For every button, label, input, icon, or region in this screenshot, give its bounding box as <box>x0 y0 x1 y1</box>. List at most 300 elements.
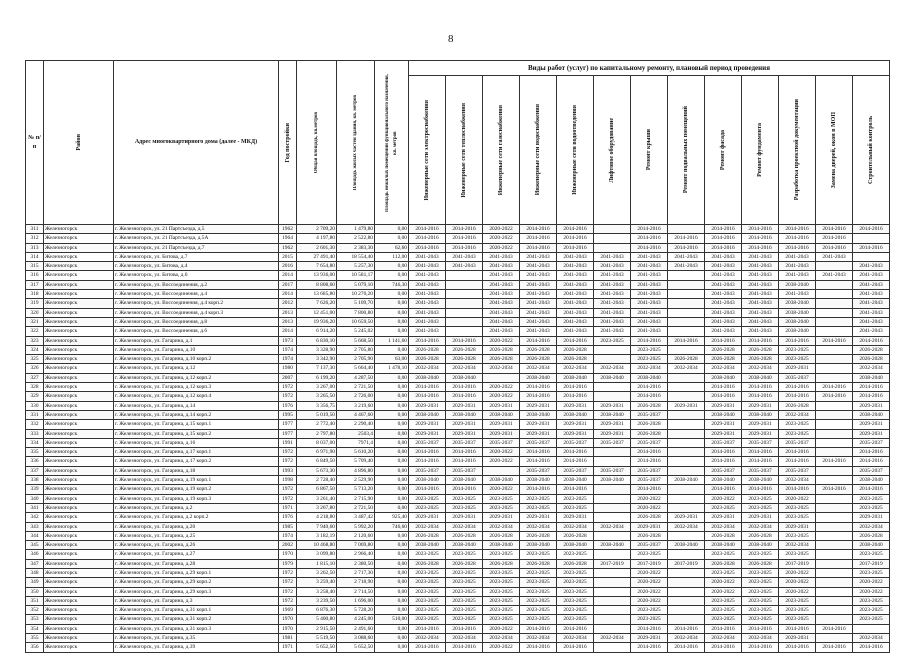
cell-district: Железногорск <box>44 299 114 308</box>
cell-year: 1993 <box>279 466 297 475</box>
cell-work-period: 2014-2016 <box>446 234 483 243</box>
cell-work-period <box>668 485 705 494</box>
cell-work-period <box>668 587 705 596</box>
cell-district: Железногорск <box>44 280 114 289</box>
cell-address: г. Железногорск, ул. 21 Партсъезда, д.5А <box>114 234 279 243</box>
cell-work-period: 2020-2022 <box>483 485 520 494</box>
cell-total-area: 3 262,50 <box>297 568 337 577</box>
cell-district: Железногорск <box>44 392 114 401</box>
cell-work-period: 2023-2025 <box>742 596 779 605</box>
cell-work-period: 2023-2025 <box>409 503 446 512</box>
cell-district: Железногорск <box>44 624 114 633</box>
cell-work-period: 2032-2034 <box>779 476 816 485</box>
cell-living-area: 4 896,80 <box>337 466 375 475</box>
cell-work-period: 2014-2016 <box>446 485 483 494</box>
cell-work-period: 2026-2028 <box>520 531 557 540</box>
cell-work-period: 2014-2016 <box>705 457 742 466</box>
cell-work-period: 2026-2028 <box>742 355 779 364</box>
cell-work-period: 2038-2040 <box>631 373 668 382</box>
cell-district: Железногорск <box>44 531 114 540</box>
cell-work-period: 2017-2019 <box>594 559 631 568</box>
cell-work-period: 2023-2025 <box>779 503 816 512</box>
cell-work-period: 2029-2031 <box>409 513 446 522</box>
cell-year: 1972 <box>279 596 297 605</box>
cell-work-period: 2023-2025 <box>409 550 446 559</box>
cell-work-period <box>594 392 631 401</box>
cell-work-period: 2014-2016 <box>409 243 446 252</box>
cell-nonliving-area: 0,00 <box>375 373 409 382</box>
table-row <box>26 466 890 475</box>
header-works-group: Виды работ (услуг) по капитальному ремонту, плановый период проведения <box>409 61 890 76</box>
cell-work-period: 2032-2034 <box>483 522 520 531</box>
cell-work-period: 2041-2043 <box>409 252 446 261</box>
cell-district: Железногорск <box>44 336 114 345</box>
table-row <box>26 531 890 540</box>
cell-work-period: 2038-2040 <box>853 541 890 550</box>
cell-district: Железногорск <box>44 457 114 466</box>
table-row <box>26 308 890 317</box>
cell-work-period: 2023-2025 <box>520 503 557 512</box>
cell-work-period: 2038-2040 <box>742 476 779 485</box>
cell-work-period <box>668 308 705 317</box>
cell-address: г. Железногорск, ул. Гагарина, д.2 корп.2 <box>114 513 279 522</box>
cell-work-period: 2041-2043 <box>705 271 742 280</box>
header-address: Адрес многоквартирного дома (далее - МКД) <box>114 61 279 225</box>
table-row <box>26 317 890 326</box>
page-number: 8 <box>448 33 454 45</box>
cell-living-area: 4 287,50 <box>337 373 375 382</box>
cell-work-period: 2029-2031 <box>409 420 446 429</box>
cell-work-period: 2023-2025 <box>520 568 557 577</box>
cell-district: Железногорск <box>44 596 114 605</box>
cell-work-period: 2038-2040 <box>594 541 631 550</box>
cell-row-num: 341 <box>26 503 44 512</box>
cell-work-period <box>816 494 853 503</box>
cell-living-area: 5 713,20 <box>337 485 375 494</box>
cell-work-period: 2029-2031 <box>631 522 668 531</box>
cell-work-period: 2041-2043 <box>853 262 890 271</box>
cell-district: Железногорск <box>44 587 114 596</box>
cell-nonliving-area: 0,00 <box>375 634 409 643</box>
header-nonliving-area-label: Площадь нежилых помещений функционального назначения, кв. метров <box>384 73 398 212</box>
cell-work-period: 2017-2019 <box>631 559 668 568</box>
cell-work-period: 2032-2034 <box>594 364 631 373</box>
cell-work-period: 2038-2040 <box>557 476 594 485</box>
cell-work-period: 2014-2016 <box>668 624 705 633</box>
cell-work-period: 2029-2031 <box>594 429 631 438</box>
cell-work-period: 2023-2025 <box>557 587 594 596</box>
cell-work-period: 2014-2016 <box>520 234 557 243</box>
cell-work-period: 2014-2016 <box>742 448 779 457</box>
cell-work-period: 2041-2043 <box>483 290 520 299</box>
cell-work-period <box>668 550 705 559</box>
header-year-label: Год постройки <box>284 122 291 163</box>
cell-work-period: 2038-2040 <box>705 410 742 419</box>
cell-work-period: 2014-2016 <box>557 243 594 252</box>
cell-work-period: 2023-2025 <box>594 336 631 345</box>
cell-work-period: 2041-2043 <box>520 280 557 289</box>
cell-nonliving-area: 63,00 <box>375 355 409 364</box>
cell-work-period: 2026-2028 <box>520 345 557 354</box>
cell-nonliving-area: 0,00 <box>375 420 409 429</box>
cell-address: г. Железногорск, ул. Битова, д.6 <box>114 271 279 280</box>
cell-work-period: 2041-2043 <box>631 271 668 280</box>
cell-work-period: 2026-2028 <box>705 559 742 568</box>
cell-work-period: 2029-2031 <box>668 401 705 410</box>
cell-district: Железногорск <box>44 225 114 234</box>
table-row <box>26 290 890 299</box>
cell-work-period: 2023-2025 <box>705 503 742 512</box>
cell-work-period <box>816 531 853 540</box>
cell-work-period: 2041-2043 <box>594 290 631 299</box>
header-work-label: Инженерные сети теплоснабжения <box>461 102 467 198</box>
cell-work-period: 2035-2037 <box>483 438 520 447</box>
cell-work-period: 2041-2043 <box>705 252 742 261</box>
cell-work-period <box>816 448 853 457</box>
cell-work-period: 2026-2028 <box>409 559 446 568</box>
cell-address: г. Железногорск, ул. Гагарина, д.29 корп.3 <box>114 587 279 596</box>
cell-work-period: 2041-2043 <box>409 299 446 308</box>
cell-row-num: 319 <box>26 299 44 308</box>
cell-work-period: 2032-2034 <box>594 634 631 643</box>
cell-work-period: 2026-2028 <box>483 345 520 354</box>
cell-nonliving-area: 0,00 <box>375 290 409 299</box>
cell-nonliving-area: 1 478,10 <box>375 364 409 373</box>
cell-work-period <box>816 578 853 587</box>
cell-year: 1972 <box>279 587 297 596</box>
cell-work-period <box>816 550 853 559</box>
cell-work-period: 2032-2034 <box>594 522 631 531</box>
cell-year: 2013 <box>279 308 297 317</box>
cell-address: г. Железногорск, ул. Гагарина, д.14 <box>114 401 279 410</box>
cell-row-num: 318 <box>26 290 44 299</box>
cell-row-num: 320 <box>26 308 44 317</box>
cell-nonliving-area: 0,00 <box>375 317 409 326</box>
cell-work-period: 2038-2040 <box>705 476 742 485</box>
cell-work-period: 2038-2040 <box>742 373 779 382</box>
cell-work-period: 2014-2016 <box>520 225 557 234</box>
cell-work-period: 2026-2028 <box>705 355 742 364</box>
cell-work-period: 2029-2031 <box>594 420 631 429</box>
cell-work-period: 2014-2016 <box>816 336 853 345</box>
cell-work-period: 2038-2040 <box>409 476 446 485</box>
cell-work-period: 2023-2025 <box>853 606 890 615</box>
cell-work-period: 2029-2031 <box>705 429 742 438</box>
cell-year: 1970 <box>279 550 297 559</box>
cell-work-period: 2014-2016 <box>779 243 816 252</box>
cell-work-period: 2038-2040 <box>483 410 520 419</box>
cell-work-period: 2023-2025 <box>631 615 668 624</box>
cell-work-period: 2029-2031 <box>557 429 594 438</box>
cell-work-period: 2029-2031 <box>779 522 816 531</box>
cell-year: 2013 <box>279 317 297 326</box>
cell-work-period: 2014-2016 <box>742 383 779 392</box>
cell-work-period: 2032-2034 <box>409 364 446 373</box>
cell-work-period: 2023-2025 <box>446 494 483 503</box>
cell-row-num: 311 <box>26 225 44 234</box>
cell-address: г. Железногорск, ул. Воссоединения, д.2 <box>114 280 279 289</box>
cell-work-period: 2041-2043 <box>409 271 446 280</box>
cell-work-period: 2023-2025 <box>446 503 483 512</box>
table-row <box>26 420 890 429</box>
cell-work-period: 2029-2031 <box>779 634 816 643</box>
cell-work-period <box>446 280 483 289</box>
cell-year: 2017 <box>279 280 297 289</box>
header-living-area <box>337 61 375 225</box>
cell-address: г. Железногорск, ул. Битова, д.4 <box>114 262 279 271</box>
cell-living-area: 1 479,80 <box>337 225 375 234</box>
cell-nonliving-area: 510,00 <box>375 615 409 624</box>
capital-repair-table-container <box>25 60 885 651</box>
cell-work-period: 2023-2025 <box>446 568 483 577</box>
table-row <box>26 345 890 354</box>
cell-work-period: 2026-2028 <box>631 531 668 540</box>
cell-work-period: 2032-2034 <box>668 522 705 531</box>
cell-work-period: 2029-2031 <box>520 401 557 410</box>
cell-year: 1972 <box>279 578 297 587</box>
cell-work-period: 2026-2028 <box>483 559 520 568</box>
cell-work-period: 2029-2031 <box>705 420 742 429</box>
cell-district: Железногорск <box>44 262 114 271</box>
cell-work-period: 2038-2040 <box>557 410 594 419</box>
cell-work-period: 2041-2043 <box>668 252 705 261</box>
cell-work-period: 2023-2025 <box>520 596 557 605</box>
cell-work-period <box>594 243 631 252</box>
cell-work-period: 2023-2025 <box>779 596 816 605</box>
header-work-7 <box>668 76 705 225</box>
cell-work-period <box>668 420 705 429</box>
cell-work-period: 2032-2034 <box>853 522 890 531</box>
cell-row-num: 348 <box>26 568 44 577</box>
cell-district: Железногорск <box>44 327 114 336</box>
cell-year: 1979 <box>279 559 297 568</box>
header-year <box>279 61 297 225</box>
cell-work-period: 2020-2022 <box>631 587 668 596</box>
cell-work-period: 2014-2016 <box>446 643 483 652</box>
cell-nonliving-area: 0,00 <box>375 271 409 280</box>
cell-work-period: 2014-2016 <box>557 485 594 494</box>
cell-work-period <box>816 290 853 299</box>
cell-work-period: 2038-2040 <box>668 541 705 550</box>
cell-work-period: 2020-2022 <box>631 568 668 577</box>
cell-district: Железногорск <box>44 373 114 382</box>
cell-address: г. Железногорск, ул. Гагарина, д.12 корп.3 <box>114 383 279 392</box>
cell-year: 2007 <box>279 373 297 382</box>
cell-work-period: 2038-2040 <box>446 410 483 419</box>
cell-work-period: 2038-2040 <box>483 541 520 550</box>
cell-total-area: 3 265,50 <box>297 392 337 401</box>
cell-work-period: 2014-2016 <box>816 485 853 494</box>
cell-work-period: 2041-2043 <box>520 327 557 336</box>
cell-work-period: 2014-2016 <box>446 225 483 234</box>
cell-work-period: 2014-2016 <box>409 383 446 392</box>
cell-total-area: 7 137,30 <box>297 364 337 373</box>
cell-work-period: 2023-2025 <box>853 550 890 559</box>
cell-work-period: 2041-2043 <box>742 290 779 299</box>
cell-work-period: 2023-2025 <box>520 587 557 596</box>
cell-work-period: 2014-2016 <box>705 643 742 652</box>
cell-work-period <box>668 466 705 475</box>
cell-total-area: 2 772,40 <box>297 420 337 429</box>
cell-row-num: 313 <box>26 243 44 252</box>
cell-year: 1991 <box>279 438 297 447</box>
header-living-area-label: Площадь жилых частей здания, кв. метров <box>352 94 358 191</box>
cell-living-area: 7 800,80 <box>337 308 375 317</box>
cell-work-period <box>594 643 631 652</box>
cell-work-period: 2014-2016 <box>557 643 594 652</box>
cell-year: 2002 <box>279 541 297 550</box>
header-work-2 <box>483 76 520 225</box>
header-work-label: Инженерные сети электроснабжения <box>424 99 430 201</box>
header-nonliving-area <box>375 61 409 225</box>
cell-work-period: 2014-2016 <box>631 234 668 243</box>
cell-work-period: 2041-2043 <box>742 271 779 280</box>
cell-work-period: 2014-2016 <box>705 392 742 401</box>
cell-work-period <box>816 429 853 438</box>
cell-address: г. Железногорск, ул. Воссоединения, д.4 <box>114 290 279 299</box>
cell-work-period: 2014-2016 <box>779 485 816 494</box>
header-work-12 <box>853 76 890 225</box>
cell-living-area: 2 529,90 <box>337 476 375 485</box>
cell-work-period: 2014-2016 <box>557 336 594 345</box>
cell-work-period: 2041-2043 <box>742 308 779 317</box>
cell-nonliving-area: 0,00 <box>375 466 409 475</box>
cell-work-period: 2035-2037 <box>409 438 446 447</box>
cell-address: г. Железногорск, ул. Гагарина, д.31 корп.2 <box>114 615 279 624</box>
cell-work-period: 2023-2025 <box>742 578 779 587</box>
cell-work-period <box>668 438 705 447</box>
cell-living-area: 2 721,50 <box>337 383 375 392</box>
cell-row-num: 347 <box>26 559 44 568</box>
cell-year: 1962 <box>279 225 297 234</box>
cell-work-period <box>594 448 631 457</box>
cell-year: 1972 <box>279 383 297 392</box>
cell-work-period: 2041-2043 <box>853 299 890 308</box>
cell-work-period: 2038-2040 <box>779 327 816 336</box>
table-row <box>26 355 890 364</box>
cell-work-period: 2026-2028 <box>631 513 668 522</box>
cell-nonliving-area: 0,00 <box>375 643 409 652</box>
cell-work-period: 2014-2016 <box>557 383 594 392</box>
cell-work-period: 2014-2016 <box>520 457 557 466</box>
cell-work-period: 2041-2043 <box>483 327 520 336</box>
cell-work-period: 2032-2034 <box>520 634 557 643</box>
cell-work-period: 2026-2028 <box>742 345 779 354</box>
cell-work-period <box>668 392 705 401</box>
cell-work-period: 2020-2022 <box>779 568 816 577</box>
cell-work-period: 2026-2028 <box>631 420 668 429</box>
cell-living-area: 2 726,00 <box>337 392 375 401</box>
cell-address: г. Железногорск, ул. Гагарина, д.16 <box>114 438 279 447</box>
cell-work-period: 2029-2031 <box>631 634 668 643</box>
cell-address: г. Железногорск, ул. Битова, д.7 <box>114 252 279 261</box>
cell-work-period: 2032-2034 <box>779 410 816 419</box>
cell-work-period: 2041-2043 <box>779 252 816 261</box>
cell-work-period: 2035-2037 <box>594 438 631 447</box>
cell-address: г. Железногорск, ул. Гагарина, д.20 <box>114 522 279 531</box>
cell-work-period <box>668 271 705 280</box>
cell-work-period: 2029-2031 <box>520 513 557 522</box>
cell-work-period: 2023-2025 <box>520 615 557 624</box>
table-row <box>26 578 890 587</box>
table-row <box>26 327 890 336</box>
cell-work-period: 2014-2016 <box>779 624 816 633</box>
cell-work-period: 2023-2025 <box>446 606 483 615</box>
cell-work-period: 2014-2016 <box>557 448 594 457</box>
cell-work-period: 2041-2043 <box>557 262 594 271</box>
cell-address: г. Железногорск, ул. Гагарина, д.29 корп.2 <box>114 578 279 587</box>
cell-work-period: 2014-2016 <box>853 392 890 401</box>
cell-work-period <box>816 410 853 419</box>
cell-nonliving-area: 0,00 <box>375 541 409 550</box>
cell-work-period: 2023-2025 <box>446 596 483 605</box>
cell-work-period: 2035-2037 <box>520 438 557 447</box>
cell-work-period: 2020-2022 <box>483 225 520 234</box>
cell-total-area: 2 797,80 <box>297 429 337 438</box>
cell-district: Железногорск <box>44 615 114 624</box>
cell-work-period: 2020-2022 <box>483 643 520 652</box>
cell-work-period: 2032-2034 <box>483 364 520 373</box>
cell-work-period: 2041-2043 <box>705 327 742 336</box>
header-work-label: Разработка проектной документации <box>794 99 800 201</box>
cell-work-period: 2023-2025 <box>557 550 594 559</box>
cell-work-period: 2014-2016 <box>779 383 816 392</box>
cell-work-period <box>816 308 853 317</box>
cell-work-period: 2014-2016 <box>705 448 742 457</box>
cell-work-period <box>594 606 631 615</box>
cell-total-area: 3 259,40 <box>297 578 337 587</box>
cell-work-period: 2041-2043 <box>594 252 631 261</box>
cell-work-period: 2029-2031 <box>446 429 483 438</box>
cell-work-period: 2038-2040 <box>409 410 446 419</box>
cell-address: г. Железногорск, ул. Гагарина, д.39 <box>114 643 279 652</box>
cell-work-period <box>816 364 853 373</box>
cell-work-period: 2029-2031 <box>557 513 594 522</box>
header-work-9 <box>742 76 779 225</box>
cell-work-period: 2038-2040 <box>779 308 816 317</box>
cell-work-period: 2032-2034 <box>742 522 779 531</box>
cell-row-num: 338 <box>26 476 44 485</box>
cell-address: г. Железногорск, ул. Гагарина, д.19 корп.3 <box>114 494 279 503</box>
cell-work-period <box>446 327 483 336</box>
cell-total-area: 3 328,90 <box>297 345 337 354</box>
cell-nonliving-area: 0,00 <box>375 559 409 568</box>
cell-living-area: 5 610,20 <box>337 448 375 457</box>
cell-living-area: 4 245,00 <box>337 615 375 624</box>
cell-work-period <box>816 373 853 382</box>
cell-total-area: 6 867,50 <box>297 485 337 494</box>
cell-work-period: 2038-2040 <box>779 299 816 308</box>
cell-work-period: 2023-2025 <box>705 606 742 615</box>
cell-total-area: 3 239,50 <box>297 596 337 605</box>
table-row <box>26 494 890 503</box>
table-row <box>26 401 890 410</box>
cell-work-period: 2032-2034 <box>446 522 483 531</box>
header-work-label: Инженерные сети водоотведения <box>572 105 578 195</box>
cell-district: Железногорск <box>44 383 114 392</box>
cell-work-period: 2041-2043 <box>557 280 594 289</box>
cell-work-period: 2023-2025 <box>557 568 594 577</box>
cell-work-period: 2026-2028 <box>631 401 668 410</box>
cell-work-period: 2014-2016 <box>853 485 890 494</box>
cell-work-period: 2014-2016 <box>557 392 594 401</box>
cell-work-period: 2041-2043 <box>853 290 890 299</box>
cell-work-period: 2032-2034 <box>668 634 705 643</box>
cell-work-period: 2041-2043 <box>557 317 594 326</box>
cell-work-period: 2038-2040 <box>446 541 483 550</box>
table-row <box>26 429 890 438</box>
cell-work-period: 2038-2040 <box>742 541 779 550</box>
